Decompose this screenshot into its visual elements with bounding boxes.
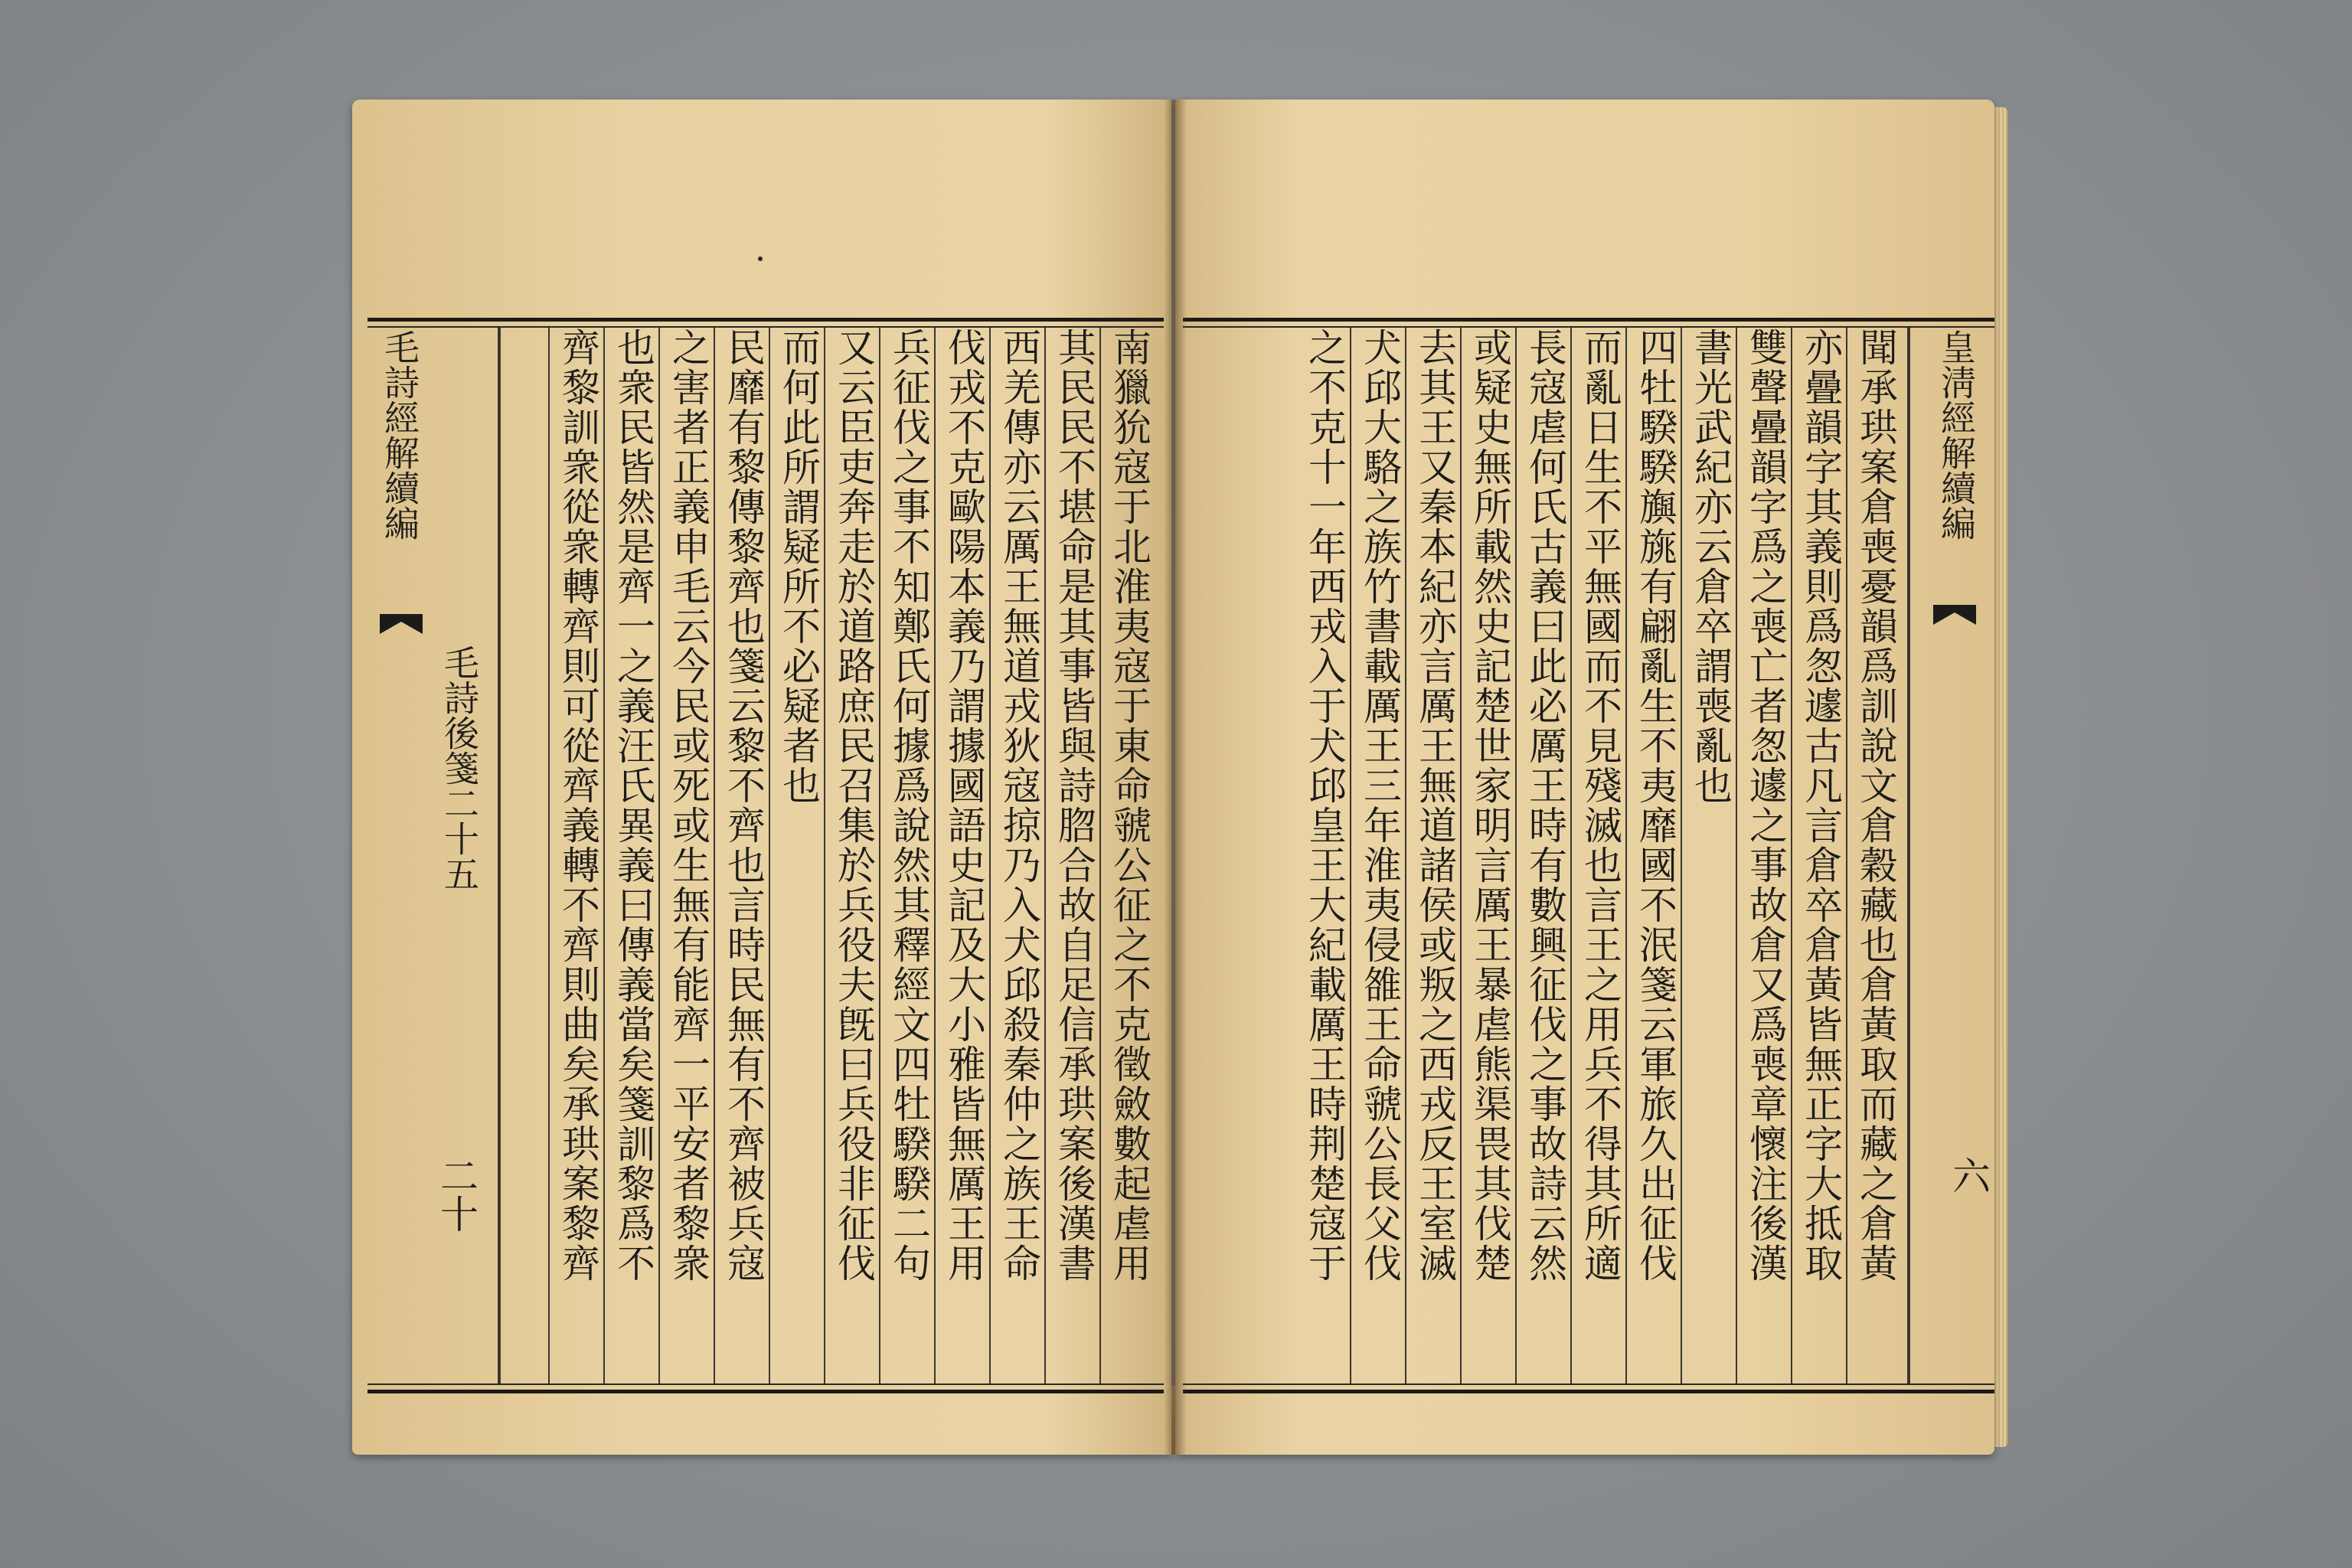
- right-page-columns: [1183, 328, 1994, 1383]
- book-gutter: [1164, 100, 1187, 1455]
- text-column: 書光武紀亦云倉卒謂喪亂也: [1688, 328, 1733, 805]
- text-column: 而何此所謂疑所不必疑者也: [776, 328, 821, 805]
- text-column: 其民民不堪命是其事皆與詩脗合故自足信承珙案後漢書: [1052, 328, 1096, 1283]
- text-column: 之不克十一年西戎入于犬邱皇王大紀載厲王時荆楚寇于: [1302, 328, 1347, 1283]
- open-book: [337, 92, 2006, 1485]
- ink-spot: [758, 256, 763, 261]
- text-column: 民靡有黎傳黎齊也箋云黎不齊也言時民無有不齊被兵寇: [721, 328, 766, 1283]
- text-column: 去其王又秦本紀亦言厲王無道諸侯或叛之西戎反王室滅: [1413, 328, 1457, 1283]
- text-column: 南獵狁寇于北淮夷寇于東命虢公征之不克徵斂數起虐用: [1107, 328, 1152, 1283]
- text-column: 而亂日生不平無國而不見殘滅也言王之用兵不得其所適: [1578, 328, 1622, 1283]
- right-page-text-frame: [1183, 318, 1994, 1393]
- left-page: [352, 100, 1171, 1455]
- fish-tail-mark: [380, 614, 423, 634]
- text-column: 伐戎不克歐陽本義乃謂據國語史記及大小雅皆無厲王用: [942, 328, 986, 1283]
- text-column: 亦曡韻字其義則爲怱遽古凡言倉卒倉黃皆無正字大抵取: [1798, 328, 1843, 1283]
- running-title: 皇淸經解續編: [1936, 329, 1977, 541]
- left-page-columns: [368, 328, 1164, 1383]
- text-column: 長寇虐何氏古義曰此必厲王時有數興征伐之事故詩云然: [1523, 328, 1567, 1283]
- text-column: 或疑史無所載然史記楚世家明言厲王暴虐熊渠畏其伐楚: [1468, 328, 1512, 1283]
- text-column: 齊黎訓衆從衆轉齊則可從齊義轉不齊則曲矣承珙案黎齊: [556, 328, 600, 1283]
- text-column: 兵征伐之事不知鄭氏何據爲說然其釋經文四牡騤騤二句: [887, 328, 931, 1283]
- folio-number: 六: [1946, 1156, 1991, 1194]
- text-column: 西羌傳亦云厲王無道戎狄寇掠乃入犬邱殺秦仲之族王命: [997, 328, 1041, 1283]
- text-column: 也衆民皆然是齊一之義汪氏異義曰傳義當矣箋訓黎爲不: [611, 328, 655, 1283]
- section-title: 毛詩後箋二十五: [439, 645, 480, 891]
- text-column: 雙聲曡韻字爲之喪亡者怱遽之事故倉又爲喪章懷注後漢: [1743, 328, 1788, 1283]
- right-page: [1175, 100, 1994, 1455]
- text-column: 犬邱大駱之族竹書載厲王三年淮夷侵雒王命虢公長父伐: [1357, 328, 1402, 1283]
- text-column: 四牡騤騤旟旐有翩亂生不夷靡國不泯箋云軍旅久出征伐: [1633, 328, 1677, 1283]
- text-column: 又云臣吏奔走於道路庶民召集於兵役夫旣曰兵役非征伐: [831, 328, 876, 1283]
- fish-tail-mark: [1933, 605, 1976, 625]
- left-page-text-frame: [368, 318, 1164, 1393]
- folio-number: 二十: [434, 1156, 479, 1233]
- text-column: 之害者正義申毛云今民或死或生無有能齊一平安者黎衆: [666, 328, 710, 1283]
- text-column: 聞承珙案倉喪憂韻爲訓說文倉穀藏也倉黃取而藏之倉黃: [1854, 328, 1898, 1283]
- running-title: 毛詩經解續編: [379, 329, 420, 541]
